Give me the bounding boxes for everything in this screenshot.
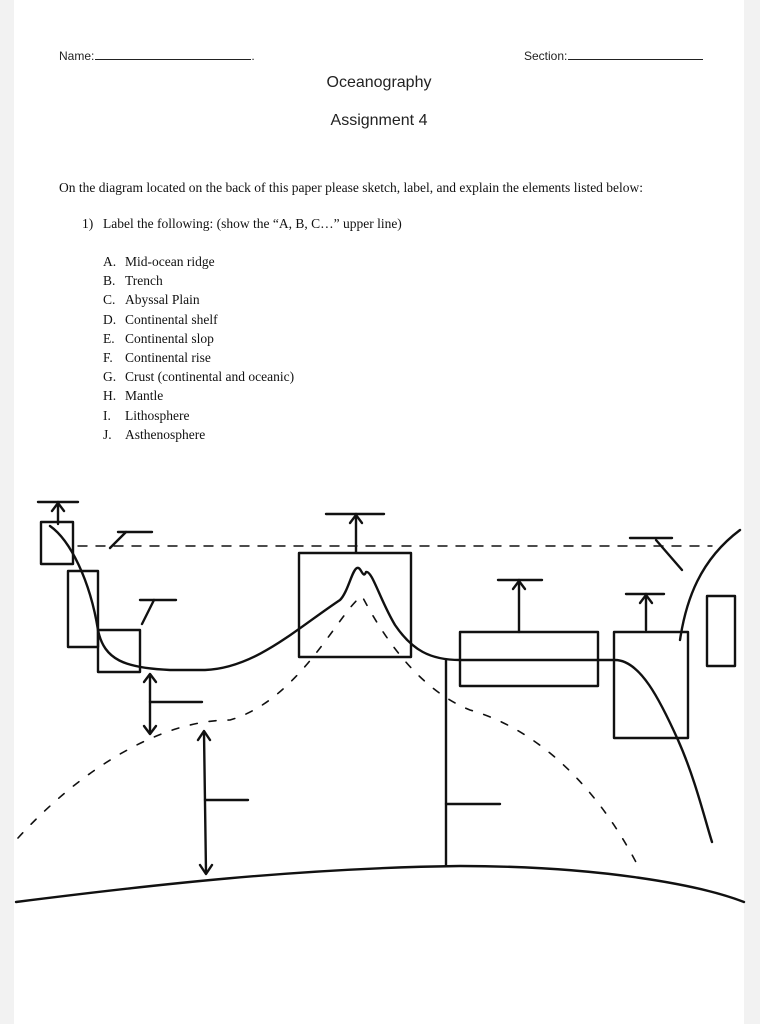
asthenosphere-base-curve bbox=[16, 866, 744, 902]
list-item-text: Mid-ocean ridge bbox=[125, 254, 215, 269]
list-item-letter: J. bbox=[103, 426, 112, 442]
list-item-letter: C. bbox=[103, 292, 116, 308]
list-item-text: Mantle bbox=[125, 388, 164, 404]
label-pointer-line bbox=[656, 540, 682, 570]
list-item-text: Continental slop bbox=[125, 330, 214, 346]
label-pointer-line bbox=[142, 600, 154, 624]
question-1-number: 1) bbox=[82, 216, 94, 231]
name-label: Name: bbox=[59, 49, 95, 63]
list-item-text: Continental rise bbox=[125, 349, 211, 365]
list-item-letter: E. bbox=[103, 330, 115, 346]
label-box bbox=[614, 632, 688, 738]
list-item-letter: A. bbox=[103, 254, 117, 269]
list-item-letter: G. bbox=[103, 369, 117, 385]
label-box bbox=[41, 522, 73, 564]
list-item-text: Continental shelf bbox=[125, 311, 218, 327]
section-label: Section: bbox=[524, 49, 568, 63]
name-trailing-dot: . bbox=[251, 49, 255, 63]
label-pointer-line bbox=[204, 733, 206, 872]
lithosphere-boundary-dashed-line bbox=[18, 596, 640, 870]
list-item-text: Asthenosphere bbox=[125, 426, 206, 442]
list-item-text: Abyssal Plain bbox=[125, 292, 200, 308]
instructions-text: On the diagram located on the back of this paper please sketch, label, and explain the elements listed below: bbox=[59, 180, 644, 195]
label-box bbox=[707, 596, 735, 666]
course-title: Oceanography bbox=[326, 74, 432, 91]
list-item-text: Lithosphere bbox=[125, 407, 190, 423]
list-item-text: Trench bbox=[125, 273, 163, 289]
list-item-letter: I. bbox=[103, 407, 111, 423]
question-1-text: Label the following: (show the “A, B, C…” upper line) bbox=[103, 216, 402, 231]
list-item-letter: F. bbox=[103, 349, 113, 365]
list-item-text: Crust (continental and oceanic) bbox=[125, 369, 295, 385]
list-item-letter: H. bbox=[103, 388, 117, 404]
list-item-letter: B. bbox=[103, 273, 116, 289]
list-item-letter: D. bbox=[103, 311, 117, 327]
assignment-title: Assignment 4 bbox=[330, 112, 428, 129]
